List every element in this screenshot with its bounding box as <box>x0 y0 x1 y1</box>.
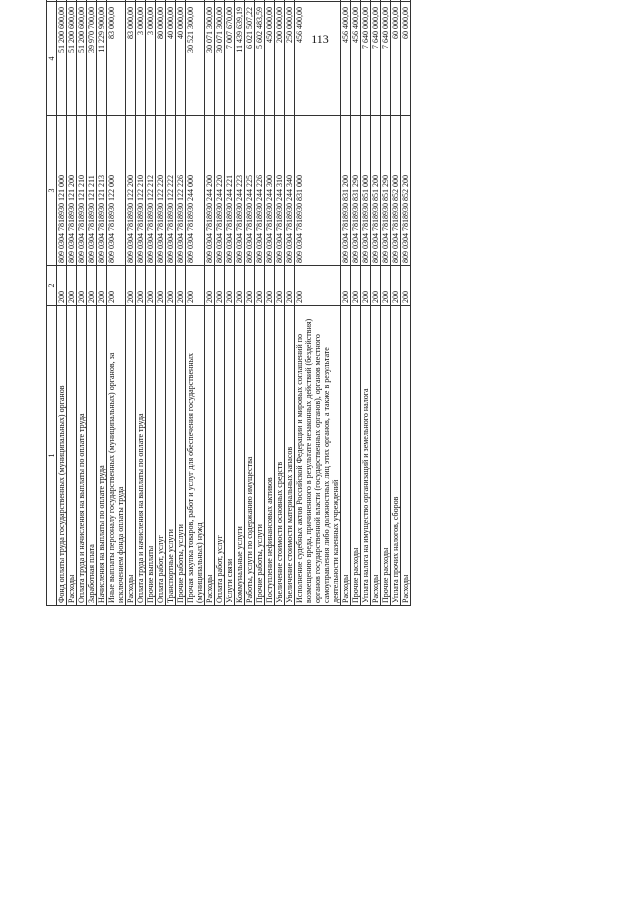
table-row <box>87 0 97 606</box>
row-line-code: 200 <box>295 266 341 306</box>
row-planned-amount: 6 021 507,22 <box>245 2 255 116</box>
header-col-3: 3 <box>47 116 57 266</box>
table-row <box>146 0 156 606</box>
row-executed-amount <box>285 0 295 2</box>
row-name: Оплата работ, услуг <box>156 306 166 606</box>
table-row <box>67 0 77 606</box>
row-executed-amount <box>361 0 371 2</box>
row-name: Фонд оплаты труда государственных (муниципальных) органов <box>57 306 67 606</box>
row-planned-amount: 51 200 600,00 <box>77 2 87 116</box>
row-line-code: 200 <box>186 266 205 306</box>
row-name: Иные выплаты персоналу государственных (муниципальных) органов, за исключением фонда оплаты труда <box>107 306 126 606</box>
row-name: Увеличение стоимости основных средств <box>275 306 285 606</box>
header-col-2: 2 <box>47 266 57 306</box>
row-line-code: 200 <box>265 266 275 306</box>
page-number: 113 <box>311 32 329 46</box>
row-name: Прочие работы, услуги <box>255 306 265 606</box>
rotated-table-content <box>46 0 586 606</box>
row-planned-amount: 7 640 000,00 <box>371 2 381 116</box>
header-col-4: 4 <box>47 2 57 116</box>
row-name: Прочие работы, услуги <box>176 306 186 606</box>
row-budget-code: 809 0304 7818930 244 310 <box>275 116 285 266</box>
row-name: Транспортные услуги <box>166 306 176 606</box>
row-executed-amount <box>245 0 255 2</box>
table-row <box>156 0 166 606</box>
row-line-code: 200 <box>371 266 381 306</box>
table-row <box>341 0 351 606</box>
table-row <box>371 0 381 606</box>
table-body <box>47 0 411 606</box>
row-planned-amount: 250 000,00 <box>285 2 295 116</box>
row-executed-amount <box>186 0 205 2</box>
table-row <box>176 0 186 606</box>
table-row <box>205 0 215 606</box>
row-line-code: 200 <box>205 266 215 306</box>
row-name: Прочие выплаты <box>146 306 156 606</box>
table-row <box>361 0 371 606</box>
row-name: Уплата налога на имущество организаций и земельного налога <box>361 306 371 606</box>
row-budget-code: 809 0304 7818930 852 200 <box>401 116 411 266</box>
row-planned-amount: 7 640 000,00 <box>361 2 371 116</box>
row-executed-amount <box>156 0 166 2</box>
row-budget-code: 809 0304 7818930 121 210 <box>77 116 87 266</box>
row-name: Расходы <box>67 306 77 606</box>
rotated-table-frame <box>46 7 586 898</box>
row-planned-amount: 40 000,00 <box>166 2 176 116</box>
row-executed-amount <box>351 0 361 2</box>
row-name: Расходы <box>205 306 215 606</box>
row-executed-amount <box>146 0 156 2</box>
row-budget-code: 809 0304 7818930 121 213 <box>97 116 107 266</box>
row-budget-code: 809 0304 7818930 122 222 <box>166 116 176 266</box>
row-executed-amount <box>107 0 126 2</box>
row-name: Расходы <box>341 306 351 606</box>
row-line-code: 200 <box>275 266 285 306</box>
row-planned-amount: 456 400,00 <box>295 2 341 116</box>
row-line-code: 200 <box>381 266 391 306</box>
row-budget-code: 809 0304 7818930 831 290 <box>351 116 361 266</box>
row-budget-code: 809 0304 7818930 831 000 <box>295 116 341 266</box>
table-row <box>57 0 67 606</box>
row-line-code: 200 <box>126 266 136 306</box>
row-line-code: 200 <box>235 266 245 306</box>
row-planned-amount: 30 071 300,00 <box>215 2 225 116</box>
row-budget-code: 809 0304 7818930 244 223 <box>235 116 245 266</box>
table-row <box>215 0 225 606</box>
row-planned-amount: 7 007 670,00 <box>225 2 235 116</box>
budget-execution-table <box>46 0 411 606</box>
row-executed-amount <box>57 0 67 2</box>
row-planned-amount: 60 000,00 <box>401 2 411 116</box>
row-line-code: 200 <box>341 266 351 306</box>
row-budget-code: 809 0304 7818930 122 226 <box>176 116 186 266</box>
row-planned-amount: 39 970 700,00 <box>87 2 97 116</box>
row-line-code: 200 <box>107 266 126 306</box>
row-budget-code: 809 0304 7818930 122 000 <box>107 116 126 266</box>
row-line-code: 200 <box>77 266 87 306</box>
row-executed-amount <box>255 0 265 2</box>
table-row <box>255 0 265 606</box>
row-line-code: 200 <box>97 266 107 306</box>
row-line-code: 200 <box>57 266 67 306</box>
row-line-code: 200 <box>285 266 295 306</box>
row-name: Коммунальные услуги <box>235 306 245 606</box>
row-executed-amount <box>87 0 97 2</box>
row-name: Оплата труда и начисления на выплаты по оплате труда <box>77 306 87 606</box>
table-row <box>351 0 361 606</box>
row-budget-code: 809 0304 7818930 244 340 <box>285 116 295 266</box>
row-executed-amount <box>225 0 235 2</box>
row-line-code: 200 <box>401 266 411 306</box>
row-budget-code: 809 0304 7818930 121 000 <box>57 116 67 266</box>
header-col-1: 1 <box>47 306 57 606</box>
row-budget-code: 809 0304 7818930 122 210 <box>136 116 146 266</box>
row-planned-amount: 83 000,00 <box>107 2 126 116</box>
table-row <box>77 0 87 606</box>
row-budget-code: 809 0304 7818930 851 000 <box>361 116 371 266</box>
row-name: Поступление нефинансовых активов <box>265 306 275 606</box>
row-executed-amount <box>381 0 391 2</box>
table-row <box>381 0 391 606</box>
row-line-code: 200 <box>156 266 166 306</box>
row-line-code: 200 <box>361 266 371 306</box>
row-line-code: 200 <box>176 266 186 306</box>
row-executed-amount <box>215 0 225 2</box>
row-name: Прочие расходы <box>381 306 391 606</box>
row-name: Оплата работ, услуг <box>215 306 225 606</box>
table-row <box>107 0 126 606</box>
row-name: Уплата прочих налогов, сборов <box>391 306 401 606</box>
row-line-code: 200 <box>67 266 77 306</box>
row-line-code: 200 <box>225 266 235 306</box>
row-name: Начисления на выплаты по оплате труда <box>97 306 107 606</box>
row-planned-amount: 3 000,00 <box>146 2 156 116</box>
table-header-row <box>47 0 57 606</box>
row-budget-code: 809 0304 7818930 122 220 <box>156 116 166 266</box>
table-row <box>401 0 411 606</box>
row-executed-amount <box>205 0 215 2</box>
row-planned-amount: 456 400,00 <box>351 2 361 116</box>
table-row <box>186 0 205 606</box>
row-executed-amount <box>67 0 77 2</box>
row-budget-code: 809 0304 7818930 244 221 <box>225 116 235 266</box>
row-name: Услуги связи <box>225 306 235 606</box>
row-planned-amount: 30 071 300,00 <box>205 2 215 116</box>
row-name: Заработная плата <box>87 306 97 606</box>
row-planned-amount: 11 229 900,00 <box>97 2 107 116</box>
row-name: Прочие расходы <box>351 306 361 606</box>
row-planned-amount: 51 200 600,00 <box>57 2 67 116</box>
table-row <box>265 0 275 606</box>
row-planned-amount: 5 602 483,59 <box>255 2 265 116</box>
row-name: Расходы <box>126 306 136 606</box>
table-row <box>391 0 401 606</box>
row-planned-amount: 11 439 639,19 <box>235 2 245 116</box>
row-line-code: 200 <box>245 266 255 306</box>
row-planned-amount: 80 000,00 <box>156 2 166 116</box>
row-executed-amount <box>295 0 341 2</box>
row-budget-code: 809 0304 7818930 121 200 <box>67 116 77 266</box>
row-executed-amount <box>371 0 381 2</box>
row-line-code: 200 <box>391 266 401 306</box>
row-line-code: 200 <box>351 266 361 306</box>
table-row <box>295 0 341 606</box>
row-line-code: 200 <box>146 266 156 306</box>
row-budget-code: 809 0304 7818930 244 220 <box>215 116 225 266</box>
header-col-5 <box>47 0 57 2</box>
row-planned-amount: 83 000,00 <box>126 2 136 116</box>
row-line-code: 200 <box>255 266 265 306</box>
row-executed-amount <box>77 0 87 2</box>
table-row <box>235 0 245 606</box>
table-row <box>136 0 146 606</box>
row-executed-amount <box>401 0 411 2</box>
row-budget-code: 809 0304 7818930 851 290 <box>381 116 391 266</box>
row-executed-amount <box>97 0 107 2</box>
row-executed-amount <box>126 0 136 2</box>
row-line-code: 200 <box>87 266 97 306</box>
table-row <box>225 0 235 606</box>
row-name: Прочая закупка товаров, работ и услуг для обеспечения государственных (муниципальных) нужд <box>186 306 205 606</box>
table-row <box>275 0 285 606</box>
row-budget-code: 809 0304 7818930 244 226 <box>255 116 265 266</box>
row-name: Исполнение судебных актов Российской Федерации и мировых соглашений по возмещению вреда, причиненного в результате незаконных действий (бездействия) органов государственной власти (государственных органов), органов местного самоуправления либо должностных лиц этих органов, а также в результате деятельности казенных учреждений <box>295 306 341 606</box>
row-planned-amount: 456 400,00 <box>341 2 351 116</box>
row-budget-code: 809 0304 7818930 852 000 <box>391 116 401 266</box>
row-executed-amount <box>275 0 285 2</box>
row-executed-amount <box>265 0 275 2</box>
row-name: Работы, услуги по содержанию имущества <box>245 306 255 606</box>
row-planned-amount: 40 000,00 <box>176 2 186 116</box>
row-line-code: 200 <box>136 266 146 306</box>
row-executed-amount <box>341 0 351 2</box>
row-budget-code: 809 0304 7818930 244 225 <box>245 116 255 266</box>
row-budget-code: 809 0304 7818930 244 200 <box>205 116 215 266</box>
row-line-code: 200 <box>166 266 176 306</box>
row-executed-amount <box>235 0 245 2</box>
row-executed-amount <box>136 0 146 2</box>
row-planned-amount: 3 000,00 <box>136 2 146 116</box>
table-row <box>126 0 136 606</box>
row-planned-amount: 30 521 300,00 <box>186 2 205 116</box>
table-row <box>245 0 255 606</box>
row-planned-amount: 450 000,00 <box>265 2 275 116</box>
row-planned-amount: 51 200 600,00 <box>67 2 77 116</box>
row-planned-amount: 7 640 000,00 <box>381 2 391 116</box>
row-executed-amount <box>176 0 186 2</box>
row-budget-code: 809 0304 7818930 831 200 <box>341 116 351 266</box>
table-row <box>166 0 176 606</box>
row-budget-code: 809 0304 7818930 122 212 <box>146 116 156 266</box>
row-budget-code: 809 0304 7818930 244 000 <box>186 116 205 266</box>
row-name: Оплата труда и начисления на выплаты по оплате труда <box>136 306 146 606</box>
row-line-code: 200 <box>215 266 225 306</box>
row-budget-code: 809 0304 7818930 244 300 <box>265 116 275 266</box>
row-name: Расходы <box>401 306 411 606</box>
row-planned-amount: 60 000,00 <box>391 2 401 116</box>
table-row <box>97 0 107 606</box>
row-name: Расходы <box>371 306 381 606</box>
row-planned-amount: 200 000,00 <box>275 2 285 116</box>
row-name: Увеличение стоимости материальных запасов <box>285 306 295 606</box>
table-row <box>285 0 295 606</box>
row-executed-amount <box>391 0 401 2</box>
row-executed-amount <box>166 0 176 2</box>
row-budget-code: 809 0304 7818930 121 211 <box>87 116 97 266</box>
row-budget-code: 809 0304 7818930 122 200 <box>126 116 136 266</box>
row-budget-code: 809 0304 7818930 851 200 <box>371 116 381 266</box>
